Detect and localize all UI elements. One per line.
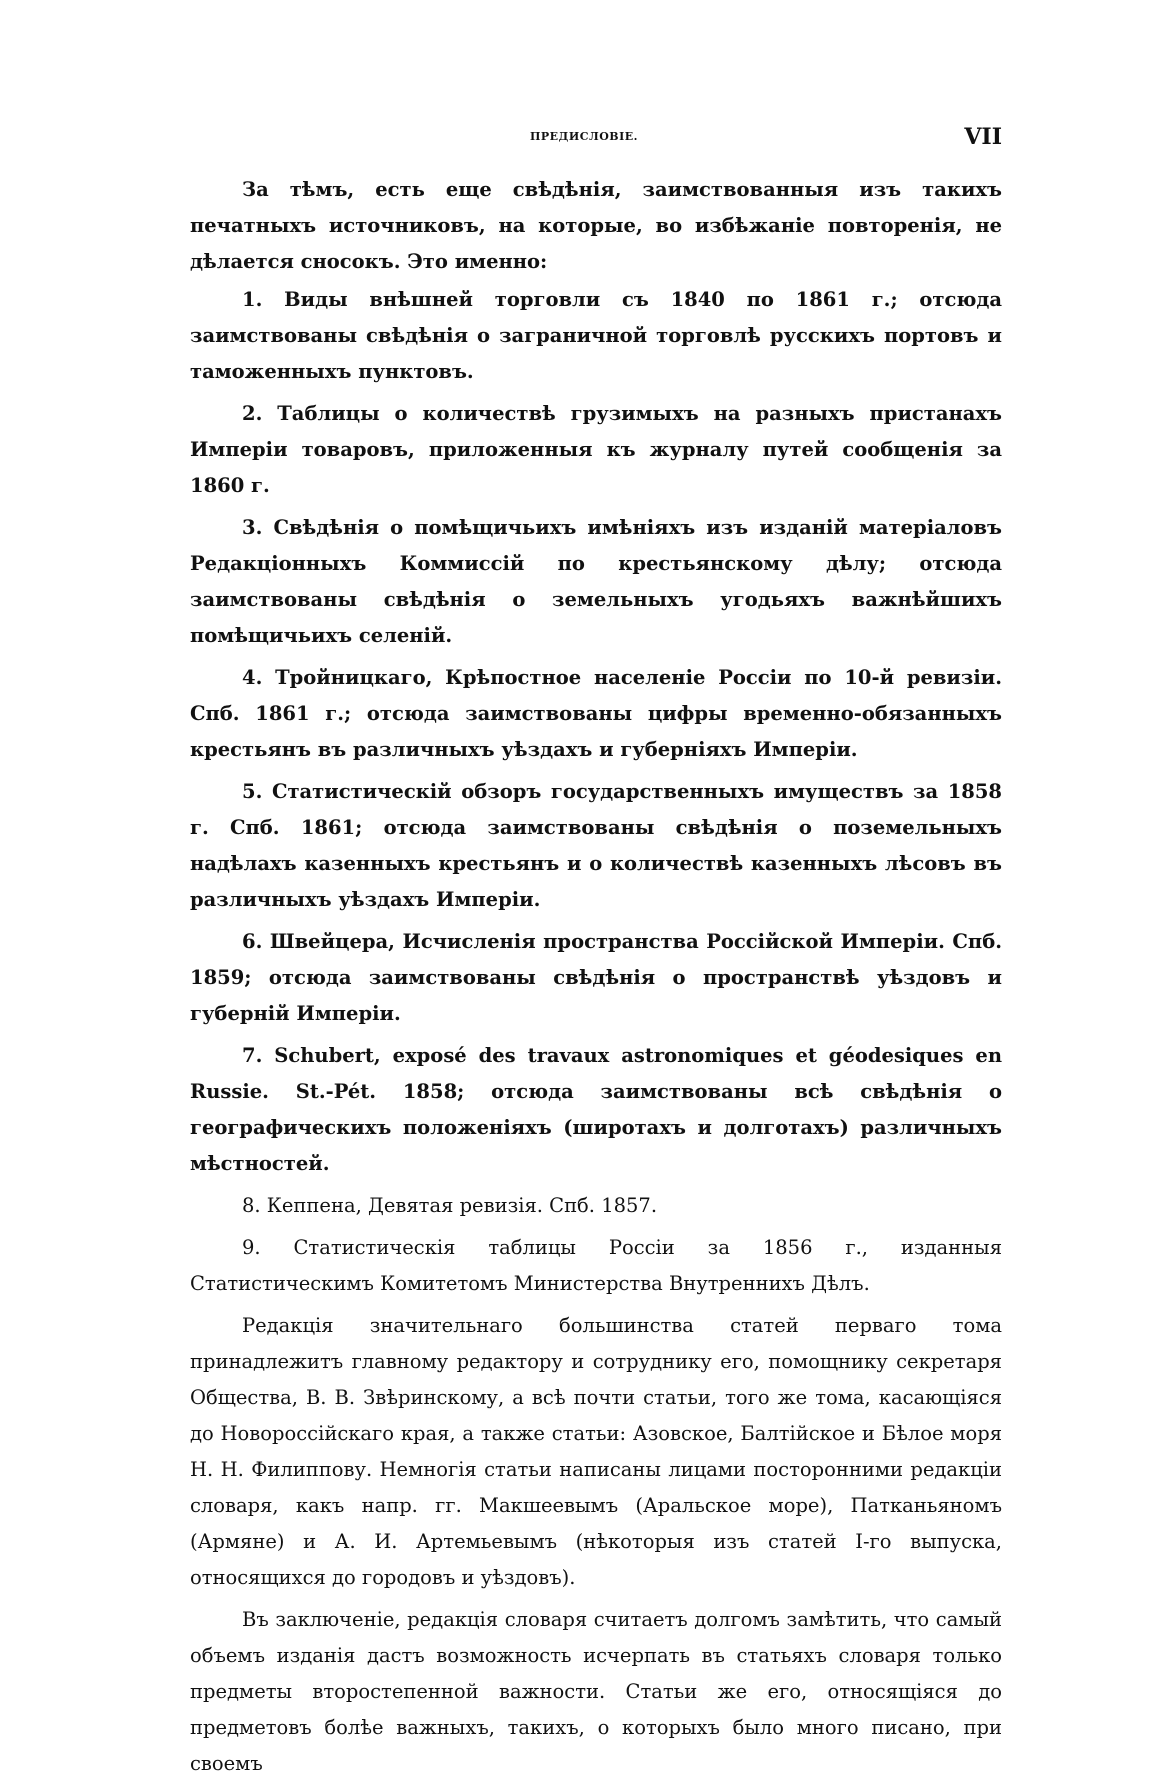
source-item-3: 3. Свѣдѣнія о помѣщичьихъ имѣніяхъ изъ изданій матеріаловъ Редакціонныхъ Коммиссій по крестьянскому дѣлу; отсюда заимствованы свѣдѣнія о земельныхъ угодьяхъ важнѣйшихъ помѣщичьихъ селеній. xyxy=(190,516,1002,647)
source-item-7: 7. Schubert, exposé des travaux astronomiques et géodesiques en Russie. St.-Pét. 1858; отсюда заимствованы всѣ свѣдѣнія о географическихъ положеніяхъ (широтахъ и долготахъ) различныхъ мѣстностей. xyxy=(190,1044,1002,1175)
page-number: VII xyxy=(964,124,1002,150)
source-item-2: 2. Таблицы о количествѣ грузимыхъ на разныхъ пристанахъ Имперіи товаровъ, приложенныя къ журналу путей сообщенія за 1860 г. xyxy=(190,402,1002,497)
source-item-6: 6. Швейцера, Исчисленія пространства Россійской Имперіи. Спб. 1859; отсюда заимствованы свѣдѣнія о пространствѣ уѣздовъ и губерній Имперіи. xyxy=(190,930,1002,1025)
conclusion-paragraph: Въ заключеніе, редакція словаря считаетъ долгомъ замѣтить, что самый объемъ изданія дастъ возможность исчерпать въ статьяхъ словаря только предметы второстепенной важности. Статьи же его, относящіяся до предметовъ болѣе важныхъ, такихъ, о которыхъ было много писано, при своемъ xyxy=(190,1608,1002,1775)
source-item-4: 4. Тройницкаго, Крѣпостное населеніе Россіи по 10-й ревизіи. Спб. 1861 г.; отсюда заимствованы цифры временно-обязанныхъ крестьянъ въ различныхъ уѣздахъ и губерніяхъ Имперіи. xyxy=(190,666,1002,761)
editorial-paragraph: Редакція значительнаго большинства статей перваго тома принадлежитъ главному редактору и сотруднику его, помощнику секретаря Общества, В. В. Звѣринскому, а всѣ почти статьи, того же тома, касающіяся до Новороссійскаго края, а также статьи: Азовское, Балтійское и Бѣлое моря Н. Н. Филиппову. Немногія статьи написаны лицами посторонними редакціи словаря, какъ напр. гг. Макшеевымъ (Аральское море), Патканьяномъ (Армяне) и А. И. Артемьевымъ (нѣкоторыя изъ статей I-го выпуска, относящихся до городовъ и уѣздовъ). xyxy=(190,1314,1002,1589)
intro-paragraph: За тѣмъ, есть еще свѣдѣнія, заимствованныя изъ такихъ печатныхъ источниковъ, на которые, во избѣжаніе повторенія, не дѣлается сносокъ. Это именно: xyxy=(190,178,1002,273)
page-body xyxy=(190,172,1002,1786)
page-header xyxy=(190,124,1002,154)
source-item-9: 9. Статистическія таблицы Россіи за 1856 г., изданныя Статистическимъ Комитетомъ Министерства Внутреннихъ Дѣлъ. xyxy=(190,1236,1002,1295)
running-head: ПРЕДИСЛОВІЕ. xyxy=(530,130,638,143)
source-item-8: 8. Кеппена, Девятая ревизія. Спб. 1857. xyxy=(242,1194,658,1217)
source-item-1: 1. Виды внѣшней торговли съ 1840 по 1861 г.; отсюда заимствованы свѣдѣнія о заграничной торговлѣ русскихъ портовъ и таможенныхъ пунктовъ. xyxy=(190,288,1002,383)
source-item-5: 5. Статистическій обзоръ государственныхъ имуществъ за 1858 г. Спб. 1861; отсюда заимствованы свѣдѣнія о поземельныхъ надѣлахъ казенныхъ крестьянъ и о количествѣ казенныхъ лѣсовъ въ различныхъ уѣздахъ Имперіи. xyxy=(190,780,1002,911)
